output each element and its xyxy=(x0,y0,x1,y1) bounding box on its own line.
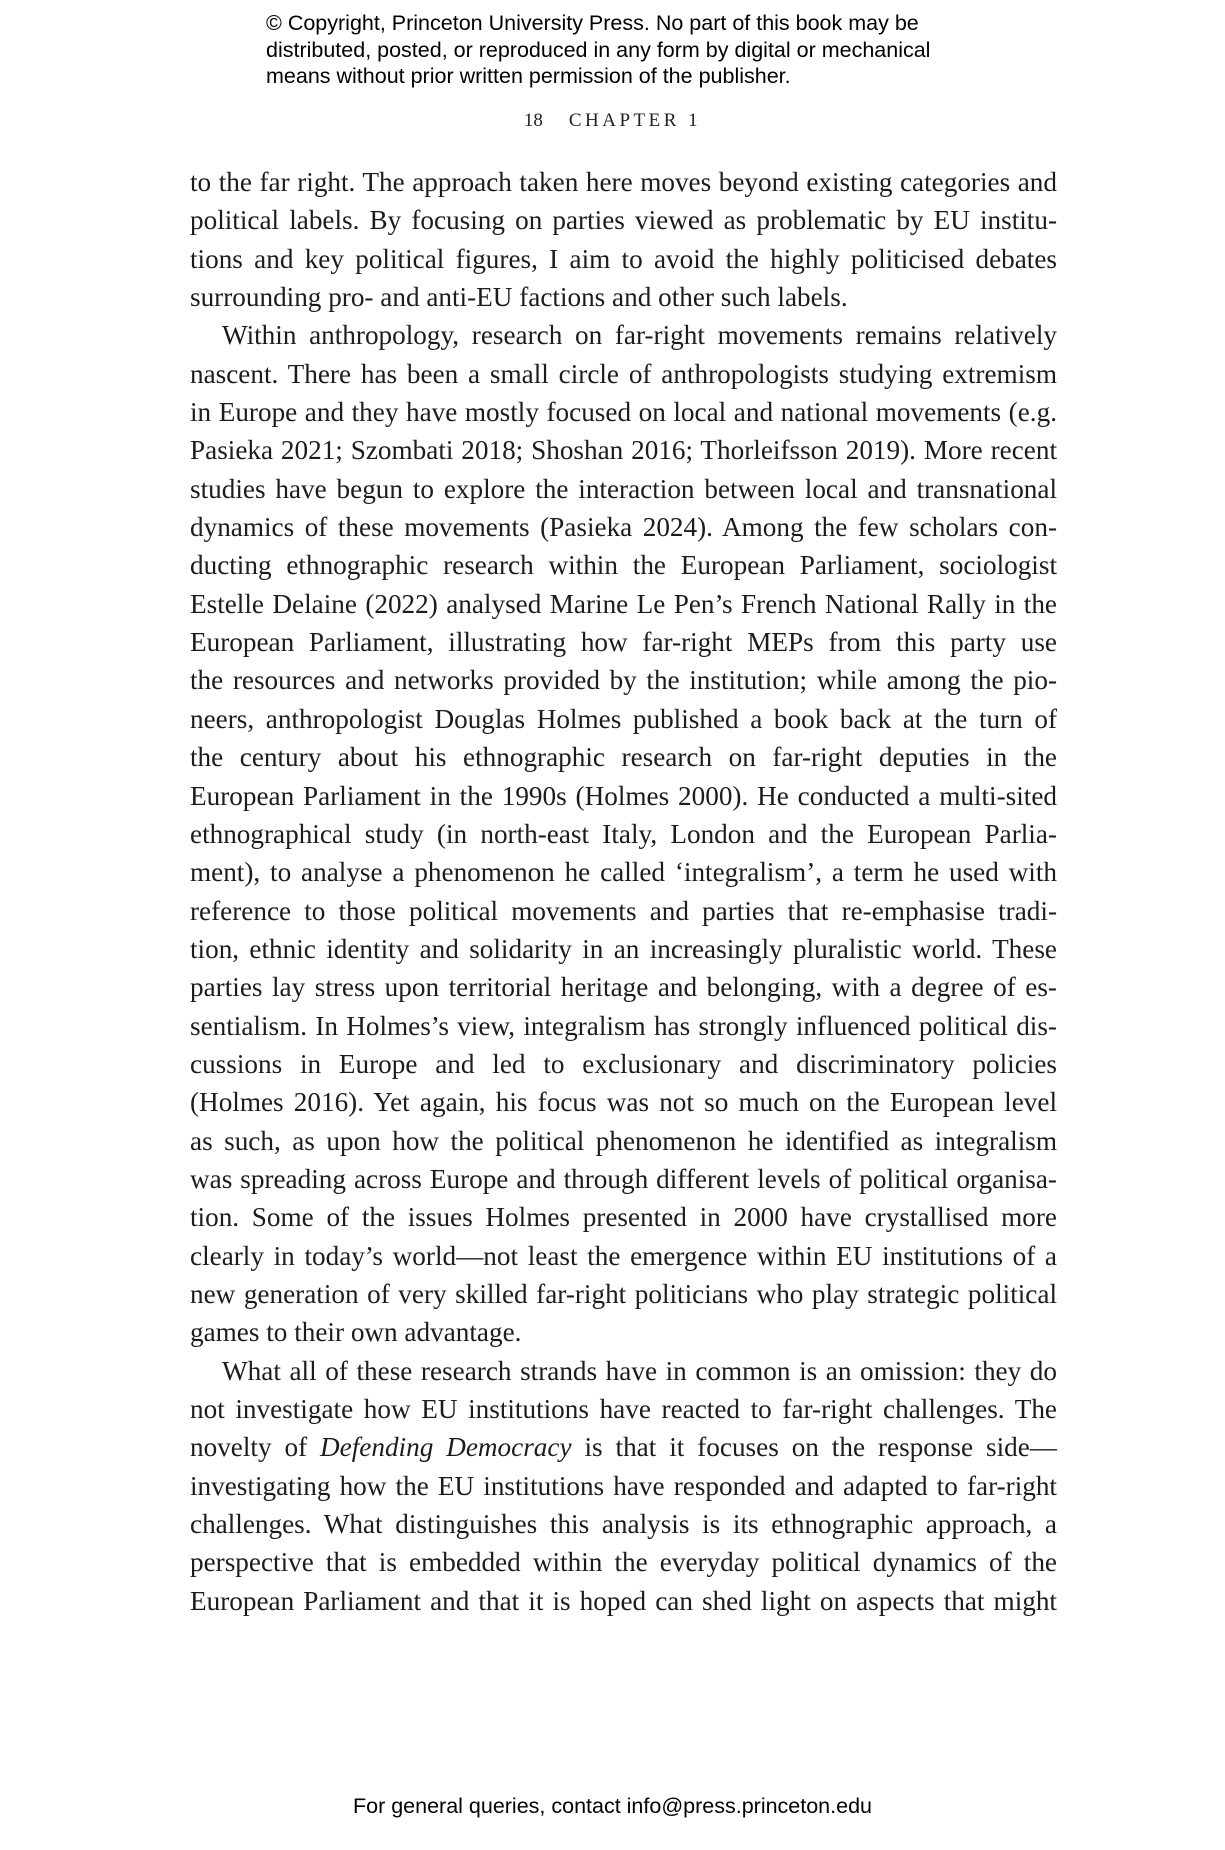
text-line: as such, as upon how the political phenomenon he identified as integralism xyxy=(190,1125,1057,1156)
text-line: nascent. There has been a small circle of anthropologists studying extremism xyxy=(190,358,1057,389)
text-line: tion, ethnic identity and solidarity in an increasingly pluralistic world. These xyxy=(190,933,1057,964)
text-line: tions and key political figures, I aim to avoid the highly politicised debates xyxy=(190,243,1057,274)
text-line xyxy=(190,1428,1057,1466)
text-line: investigating how the EU institutions have responded and adapted to far-right xyxy=(190,1470,1057,1501)
text-line: ethnographical study (in north-east Italy, London and the European Parlia- xyxy=(190,818,1057,849)
text-line: tion. Some of the issues Holmes presented in 2000 have crystallised more xyxy=(190,1202,1057,1233)
text-segment: is that it focuses on the response side— xyxy=(571,1432,1057,1463)
text-line: (Holmes 2016). Yet again, his focus was not so much on the European level xyxy=(190,1087,1057,1118)
text-line: surrounding pro- and anti-EU factions and other such labels. xyxy=(190,282,848,313)
text-line: perspective that is embedded within the everyday political dynamics of the xyxy=(190,1547,1057,1578)
copyright-line: means without prior written permission of the publisher. xyxy=(266,64,791,88)
text-line: games to their own advantage. xyxy=(190,1317,522,1348)
text-line: the resources and networks provided by the institution; while among the pio- xyxy=(190,665,1057,696)
text-line: parties lay stress upon territorial heritage and belonging, with a degree of es- xyxy=(190,972,1057,1003)
text-line: ducting ethnographic research within the European Parliament, sociologist xyxy=(190,550,1057,581)
copyright-line: © Copyright, Princeton University Press. No part of this book may be xyxy=(266,11,919,35)
copyright-line: distributed, posted, or reproduced in any form by digital or mechanical xyxy=(266,37,931,62)
chapter-label: CHAPTER 1 xyxy=(568,110,702,131)
text-line: to the far right. The approach taken here moves beyond existing categories and xyxy=(190,167,1057,197)
text-line: sentialism. In Holmes’s view, integralism has strongly influenced political dis- xyxy=(190,1010,1057,1041)
body-text xyxy=(190,163,1057,1620)
text-line: Pasieka 2021; Szombati 2018; Shoshan 2016; Thorleifsson 2019). More recent xyxy=(190,435,1057,466)
text-line: Within anthropology, research on far-right movements remains relatively xyxy=(222,320,1057,351)
text-line: European Parliament in the 1990s (Holmes 2000). He conducted a multi-sited xyxy=(190,780,1057,811)
footer-contact: For general queries, contact info@press.princeton.edu xyxy=(352,1794,872,1818)
running-head xyxy=(0,110,1225,132)
text-line: not investigate how EU institutions have reacted to far-right challenges. The xyxy=(190,1394,1057,1424)
text-line: studies have begun to explore the interaction between local and transnational xyxy=(190,473,1057,504)
text-line: clearly in today’s world—not least the emergence within EU institutions of a xyxy=(190,1240,1057,1271)
italic-title: Defending Democracy xyxy=(320,1432,572,1463)
text-line: was spreading across Europe and through different levels of political organisa- xyxy=(190,1163,1057,1194)
text-line: political labels. By focusing on parties viewed as problematic by EU institu- xyxy=(190,205,1057,236)
text-line: ment), to analyse a phenomenon he called ‘integralism’, a term he used with xyxy=(190,857,1057,888)
text-line: in Europe and they have mostly focused on local and national movements (e.g. xyxy=(190,397,1057,428)
text-line: European Parliament and that it is hoped can shed light on aspects that might xyxy=(190,1585,1057,1616)
text-line: challenges. What distinguishes this analysis is its ethnographic approach, a xyxy=(190,1509,1057,1540)
text-line: reference to those political movements and parties that re-emphasise tradi- xyxy=(190,895,1057,926)
copyright-notice xyxy=(266,10,986,90)
text-line: neers, anthropologist Douglas Holmes published a book back at the turn of xyxy=(190,703,1057,734)
text-line: Estelle Delaine (2022) analysed Marine Le Pen’s French National Rally in the xyxy=(190,588,1057,619)
text-line: European Parliament, illustrating how far-right MEPs from this party use xyxy=(190,627,1057,658)
text-line: new generation of very skilled far-right politicians who play strategic political xyxy=(190,1278,1057,1309)
text-segment: novelty of xyxy=(190,1432,321,1463)
text-line: What all of these research strands have in common is an omission: they do xyxy=(222,1355,1057,1386)
page-number: 18 xyxy=(523,110,543,131)
text-line: the century about his ethnographic research on far-right deputies in the xyxy=(190,742,1057,773)
text-line: cussions in Europe and led to exclusionary and discriminatory policies xyxy=(190,1048,1057,1079)
text-line: dynamics of these movements (Pasieka 2024). Among the few scholars con- xyxy=(190,512,1057,543)
